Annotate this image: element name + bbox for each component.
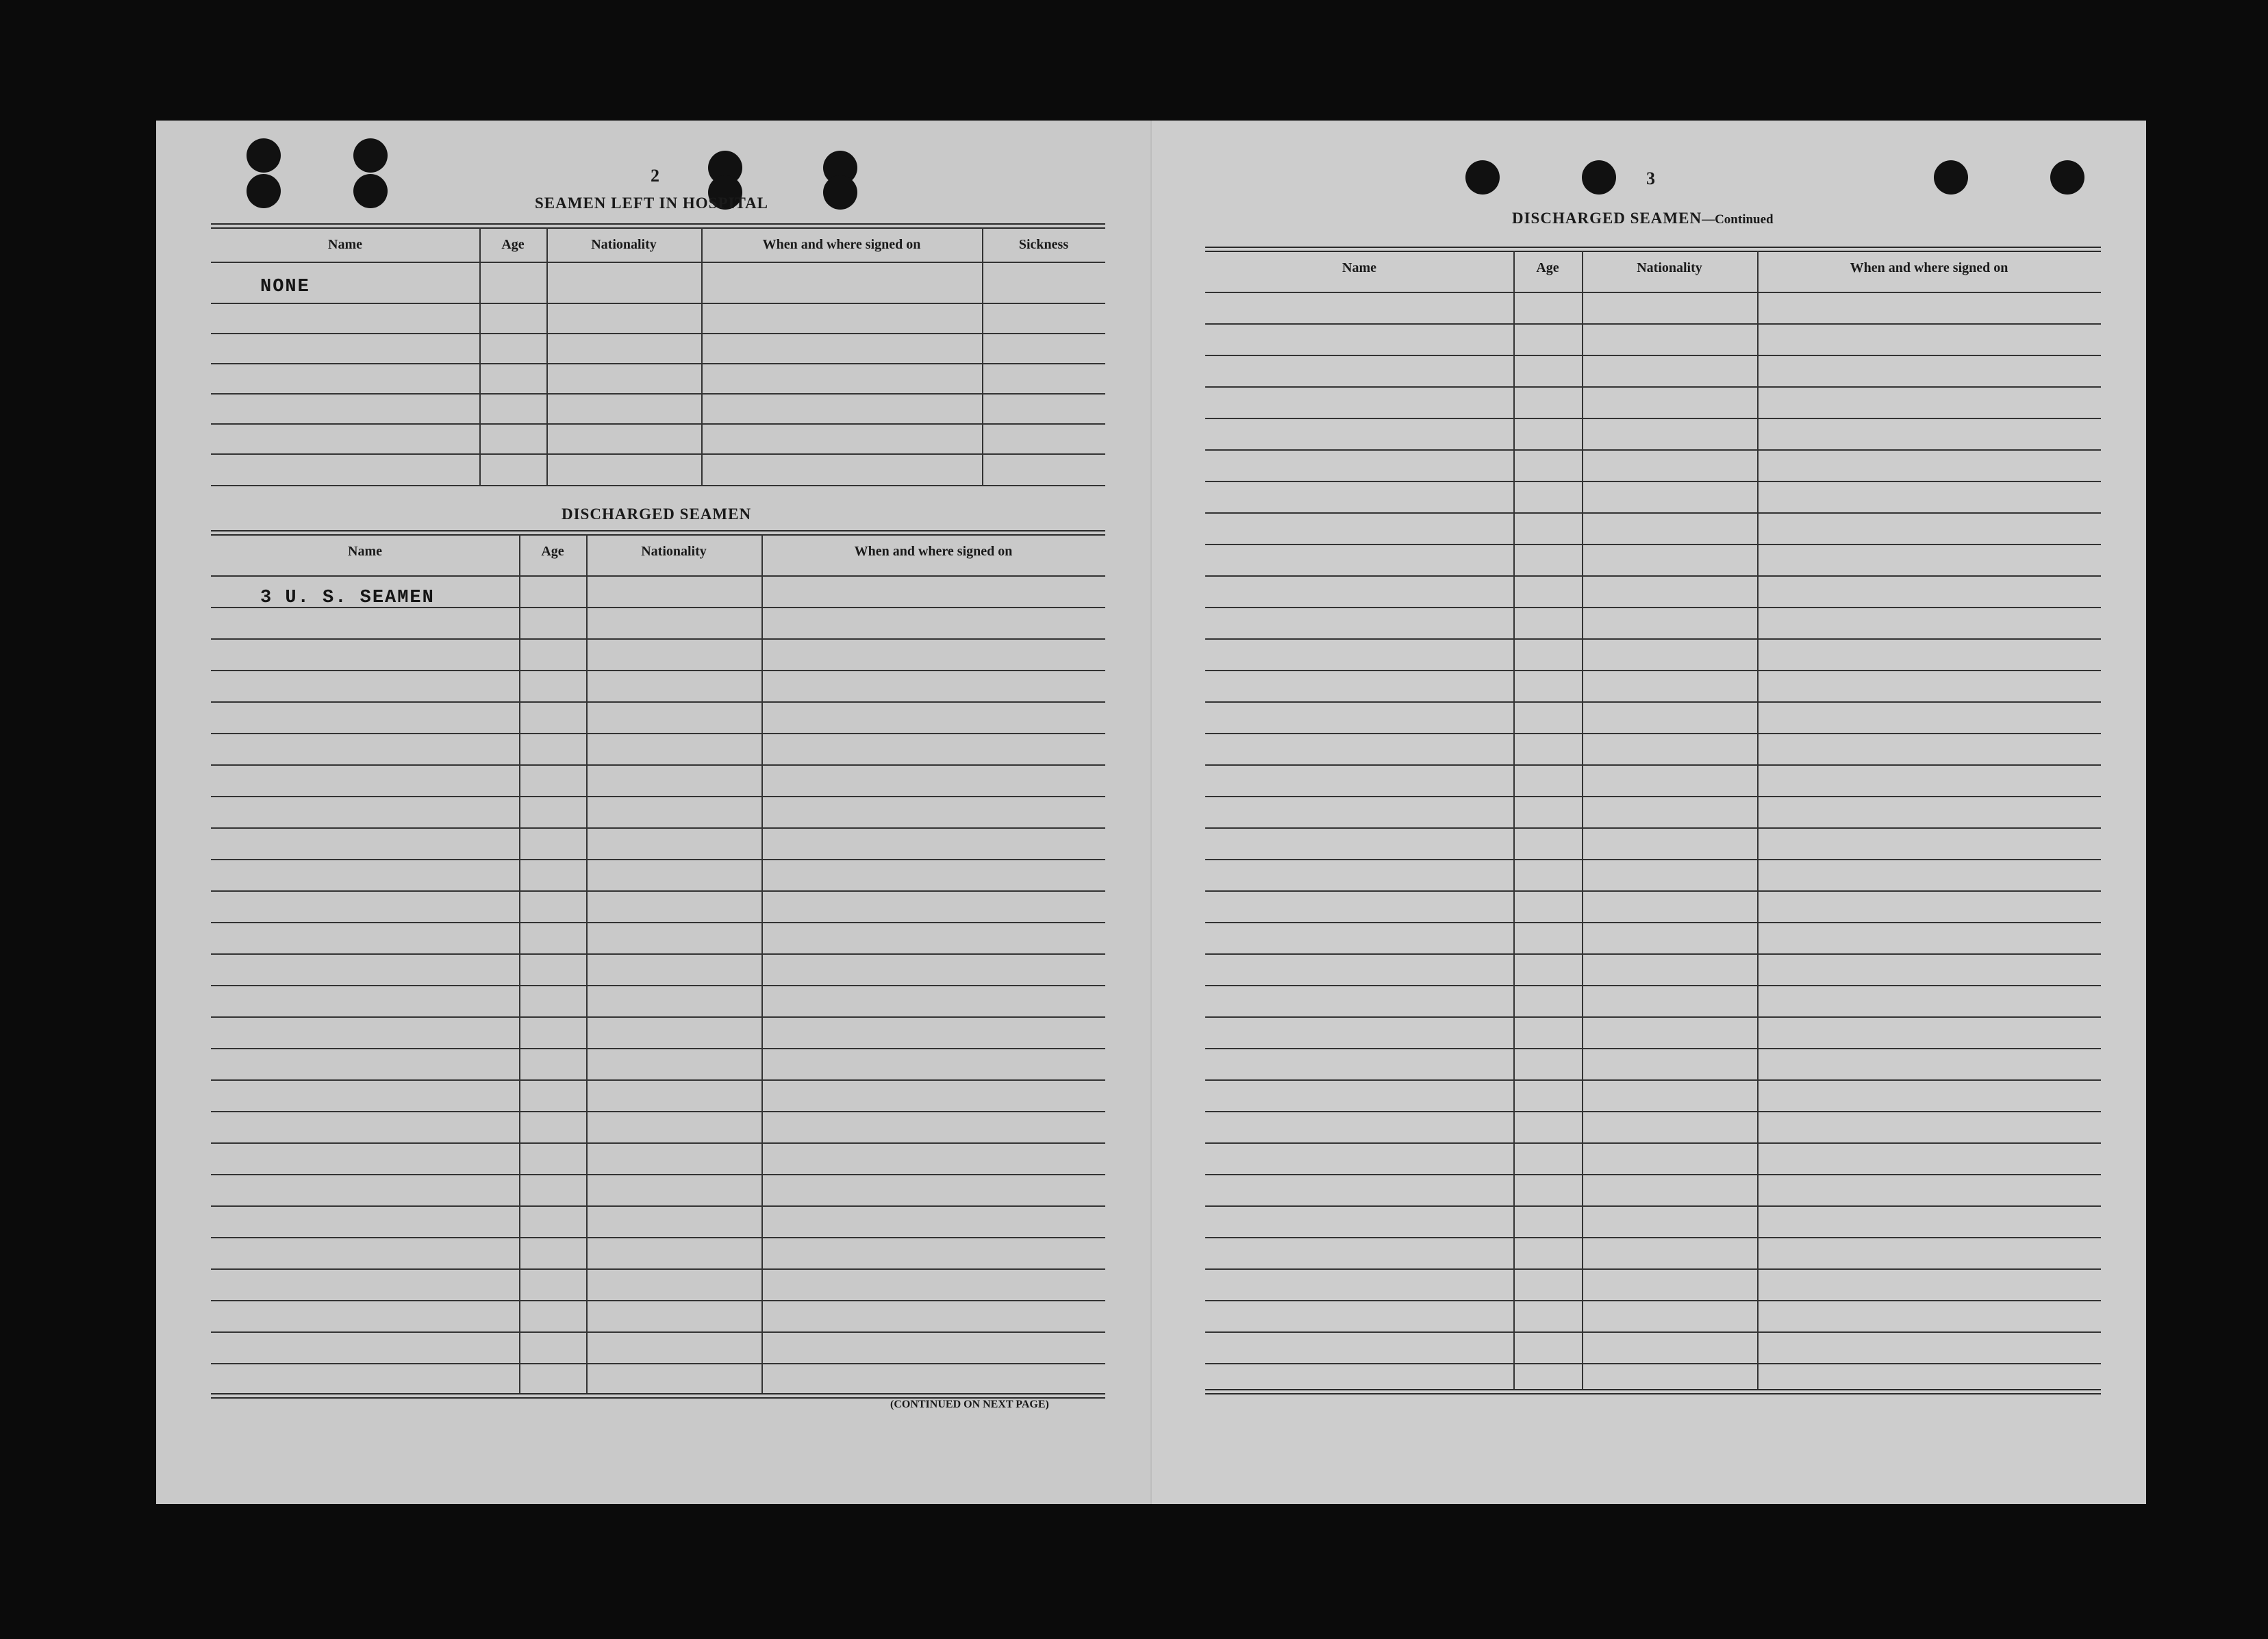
discharged-seamen-continued-title xyxy=(1512,210,1774,227)
discharged-entry: 3 U. S. SEAMEN xyxy=(260,588,435,608)
col-when-where-signed-on: When and where signed on xyxy=(1850,260,2008,275)
punch-hole-icon xyxy=(353,174,388,208)
form-sheet xyxy=(156,121,2146,1504)
punch-hole-icon xyxy=(1934,160,1968,195)
col-age: Age xyxy=(501,237,525,252)
col-name: Name xyxy=(328,237,362,252)
col-sickness: Sickness xyxy=(1018,237,1069,252)
col-nationality: Nationality xyxy=(591,237,657,252)
punch-hole-icon xyxy=(1465,160,1500,195)
col-name: Name xyxy=(1342,260,1376,275)
discharged-table-right xyxy=(1205,247,2101,1397)
col-when-where-signed-on: When and where signed on xyxy=(762,237,921,252)
seamen-left-in-hospital-title: SEAMEN LEFT IN HOSPITAL xyxy=(535,195,769,212)
col-name: Name xyxy=(348,544,382,559)
discharged-seamen-title: DISCHARGED SEAMEN xyxy=(562,505,752,523)
punch-hole-icon xyxy=(247,138,281,173)
page-number-right: 3 xyxy=(1646,168,1655,188)
page-fold xyxy=(1150,121,1152,1504)
discharged-seamen-continued-label: DISCHARGED SEAMEN xyxy=(1512,210,1702,227)
col-age: Age xyxy=(1536,260,1559,275)
punch-hole-icon xyxy=(1582,160,1616,195)
col-nationality: Nationality xyxy=(641,544,707,559)
discharged-table-left xyxy=(211,530,1105,1400)
col-nationality: Nationality xyxy=(1637,260,1702,275)
punch-hole-icon xyxy=(2050,160,2084,195)
col-when-where-signed-on: When and where signed on xyxy=(854,544,1013,559)
continued-note: (CONTINUED ON NEXT PAGE) xyxy=(890,1399,1049,1410)
punch-hole-icon xyxy=(353,138,388,173)
punch-hole-icon xyxy=(823,175,857,210)
page-number-left: 2 xyxy=(651,166,659,186)
col-age: Age xyxy=(541,544,564,559)
hospital-entry: NONE xyxy=(260,277,310,297)
punch-hole-icon xyxy=(247,174,281,208)
continued-suffix: —Continued xyxy=(1702,212,1774,227)
